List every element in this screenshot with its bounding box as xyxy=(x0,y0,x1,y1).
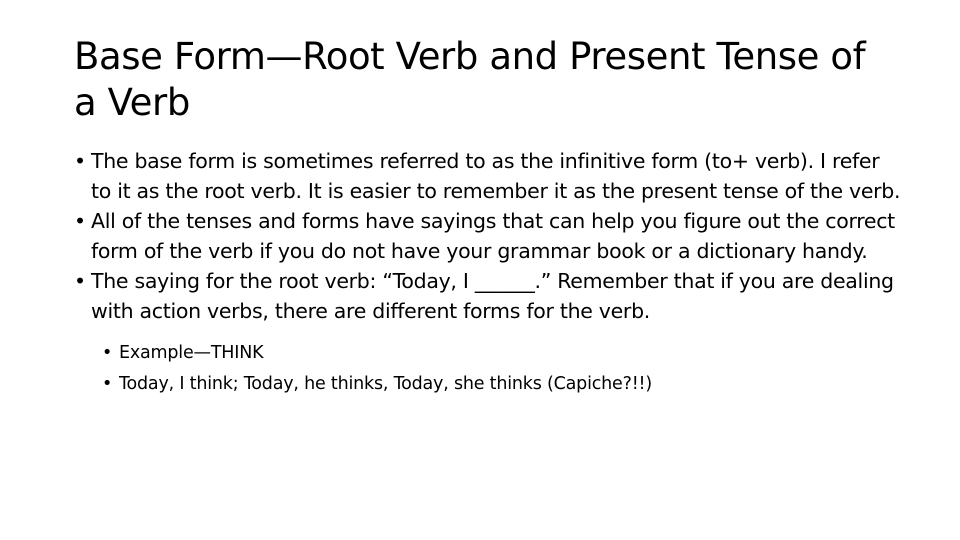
bullet-text: All of the tenses and forms have sayings that can help you figure out the correct form of the verb if you do not have your grammar book or a dictionary handy. xyxy=(91,209,895,263)
bullet-dot: • xyxy=(74,269,86,293)
sub-bullet-item xyxy=(102,338,904,369)
bullet-text: The base form is sometimes referred to as the infinitive form (to+ verb). I refer to it as the root verb. It is easier to remember it as the present tense of the verb. xyxy=(91,149,901,203)
bullet-item xyxy=(74,146,904,206)
sub-bullet-text: Example—THINK xyxy=(119,343,264,363)
bullet-dot: • xyxy=(74,149,86,173)
sub-bullet-item xyxy=(102,369,904,400)
slide-body xyxy=(74,146,904,400)
sub-bullet-dot: • xyxy=(102,343,113,363)
slide-title: Base Form—Root Verb and Present Tense of a Verb xyxy=(74,35,866,124)
sub-bullet-list xyxy=(74,338,904,400)
sub-bullet-dot: • xyxy=(102,374,113,394)
bullet-item xyxy=(74,206,904,266)
sub-bullet-text: Today, I think; Today, he thinks, Today, she thinks (Capiche?!!) xyxy=(119,374,652,394)
bullet-dot: • xyxy=(74,209,86,233)
bullet-text: The saying for the root verb: “Today, I ______.” Remember that if you are dealing with action verbs, there are different forms for the verb. xyxy=(91,269,894,323)
bullet-item xyxy=(74,266,904,326)
